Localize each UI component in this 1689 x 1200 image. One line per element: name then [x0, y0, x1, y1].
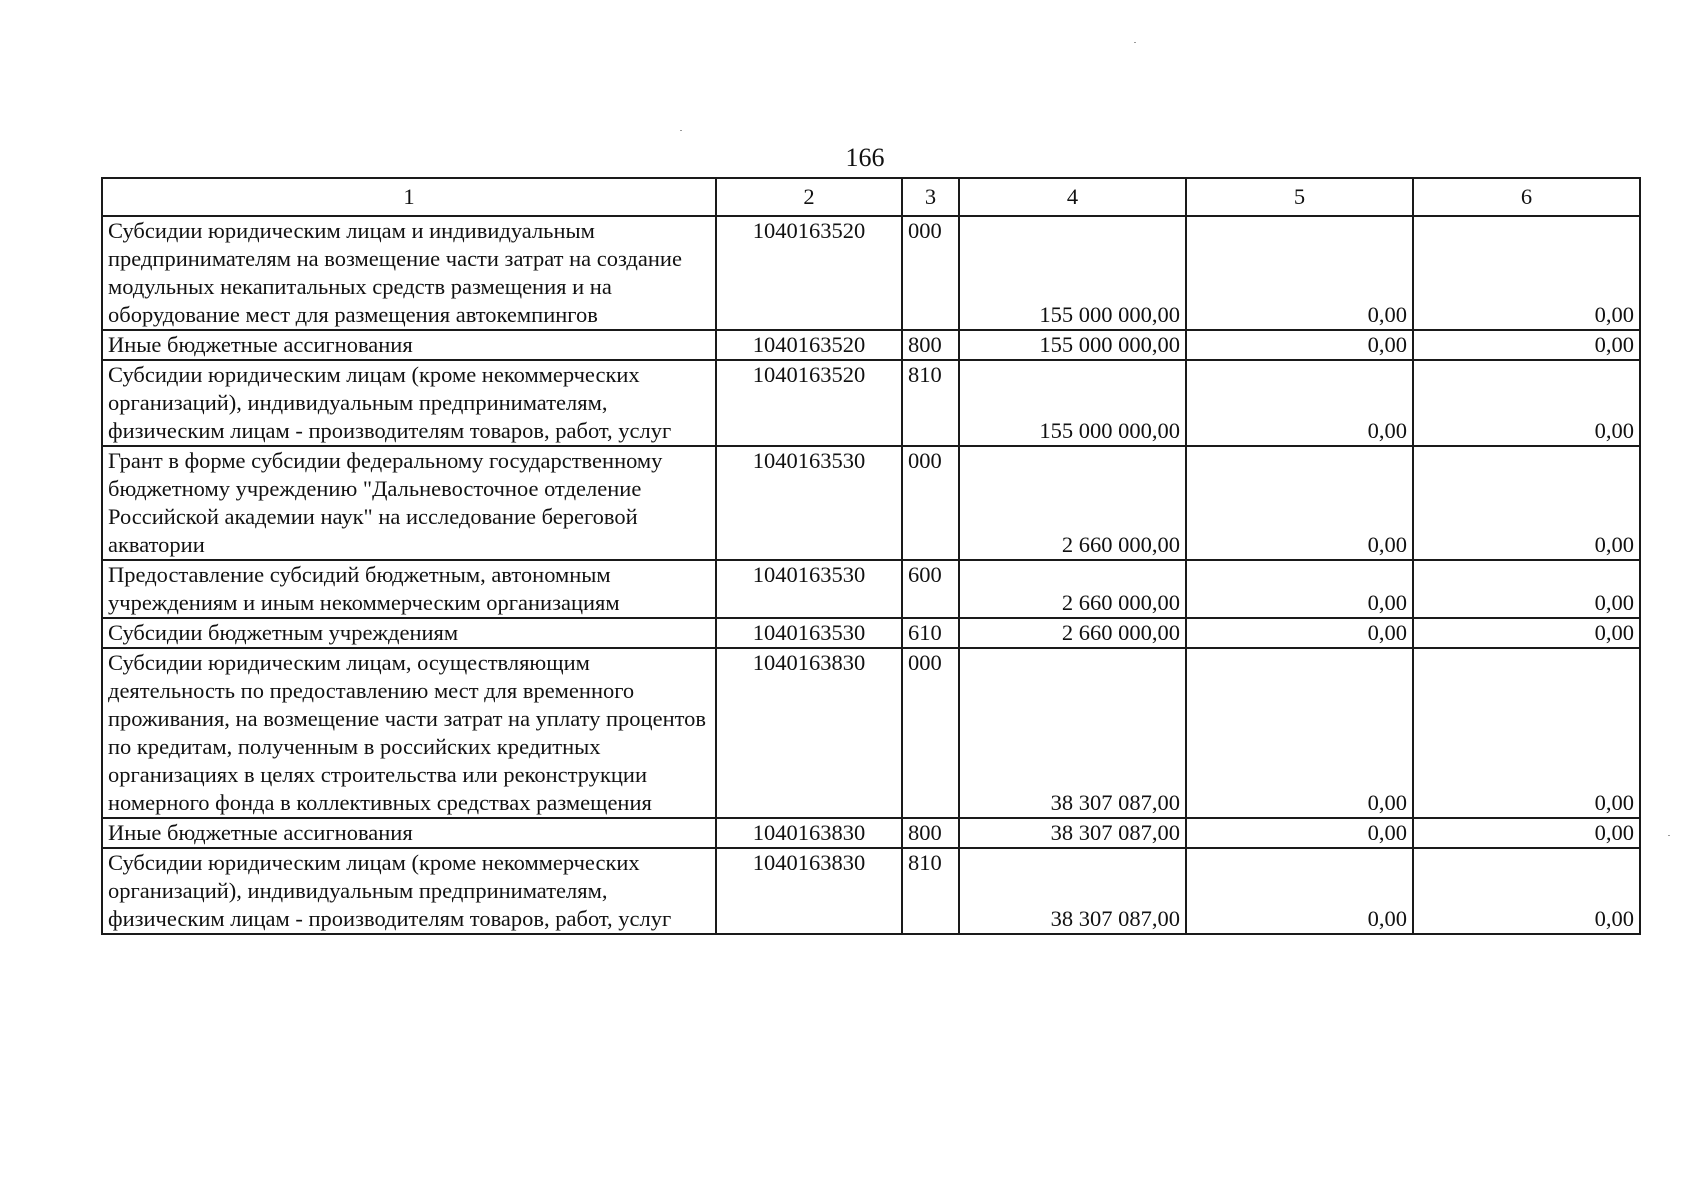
scan-artifact	[1134, 42, 1136, 43]
column-header-2: 2	[716, 178, 902, 216]
row-expense-type: 610	[902, 618, 959, 648]
row-sum-5: 0,00	[1186, 216, 1413, 330]
row-target-code: 1040163830	[716, 818, 902, 848]
page-number: 166	[845, 143, 885, 172]
row-name: Субсидии юридическим лицам (кроме некоммерческих организаций), индивидуальным предпринимателям, физическим лицам - производителям товаров, работ, услуг	[102, 360, 716, 446]
row-sum-4: 38 307 087,00	[959, 648, 1186, 818]
row-sum-4: 2 660 000,00	[959, 560, 1186, 618]
row-sum-4: 2 660 000,00	[959, 618, 1186, 648]
table-row	[102, 216, 1640, 330]
column-header-5: 5	[1186, 178, 1413, 216]
row-expense-type: 800	[902, 330, 959, 360]
column-header-1: 1	[102, 178, 716, 216]
scan-artifact	[1668, 835, 1670, 836]
row-sum-6: 0,00	[1413, 330, 1640, 360]
row-sum-5: 0,00	[1186, 848, 1413, 934]
row-name: Грант в форме субсидии федеральному государственному бюджетному учреждению "Дальневосточное отделение Российской академии наук" на исследование береговой акватории	[102, 446, 716, 560]
row-target-code: 1040163830	[716, 648, 902, 818]
row-expense-type: 810	[902, 848, 959, 934]
row-expense-type: 000	[902, 648, 959, 818]
row-target-code: 1040163520	[716, 216, 902, 330]
row-name: Субсидии юридическим лицам и индивидуальным предпринимателям на возмещение части затрат на создание модульных некапитальных средств размещения и на оборудование мест для размещения автокемпингов	[102, 216, 716, 330]
table-row	[102, 330, 1640, 360]
column-header-3: 3	[902, 178, 959, 216]
row-name: Иные бюджетные ассигнования	[102, 330, 716, 360]
row-sum-6: 0,00	[1413, 216, 1640, 330]
row-sum-5: 0,00	[1186, 818, 1413, 848]
row-target-code: 1040163520	[716, 360, 902, 446]
row-sum-6: 0,00	[1413, 618, 1640, 648]
row-target-code: 1040163830	[716, 848, 902, 934]
row-sum-4: 38 307 087,00	[959, 848, 1186, 934]
row-target-code: 1040163530	[716, 618, 902, 648]
row-sum-4: 38 307 087,00	[959, 818, 1186, 848]
table-row	[102, 560, 1640, 618]
scan-artifact	[680, 130, 682, 131]
row-expense-type: 600	[902, 560, 959, 618]
row-sum-5: 0,00	[1186, 648, 1413, 818]
table-row	[102, 618, 1640, 648]
row-sum-6: 0,00	[1413, 446, 1640, 560]
table-row	[102, 446, 1640, 560]
row-target-code: 1040163520	[716, 330, 902, 360]
row-sum-6: 0,00	[1413, 818, 1640, 848]
row-sum-5: 0,00	[1186, 446, 1413, 560]
row-target-code: 1040163530	[716, 446, 902, 560]
row-sum-6: 0,00	[1413, 360, 1640, 446]
row-target-code: 1040163530	[716, 560, 902, 618]
row-sum-4: 2 660 000,00	[959, 446, 1186, 560]
column-header-6: 6	[1413, 178, 1640, 216]
table-row	[102, 848, 1640, 934]
row-sum-6: 0,00	[1413, 648, 1640, 818]
row-expense-type: 810	[902, 360, 959, 446]
row-sum-5: 0,00	[1186, 618, 1413, 648]
column-header-4: 4	[959, 178, 1186, 216]
table-row	[102, 818, 1640, 848]
row-expense-type: 800	[902, 818, 959, 848]
row-sum-5: 0,00	[1186, 360, 1413, 446]
row-name: Субсидии юридическим лицам (кроме некоммерческих организаций), индивидуальным предпринимателям, физическим лицам - производителям товаров, работ, услуг	[102, 848, 716, 934]
row-sum-5: 0,00	[1186, 560, 1413, 618]
row-sum-4: 155 000 000,00	[959, 216, 1186, 330]
row-name: Субсидии юридическим лицам, осуществляющим деятельность по предоставлению мест для временного проживания, на возмещение части затрат на уплату процентов по кредитам, полученным в российских кредитных организациях в целях строительства или реконструкции номерного фонда в коллективных средствах размещения	[102, 648, 716, 818]
row-sum-6: 0,00	[1413, 848, 1640, 934]
table-row	[102, 360, 1640, 446]
row-sum-4: 155 000 000,00	[959, 330, 1186, 360]
row-name: Субсидии бюджетным учреждениям	[102, 618, 716, 648]
row-name: Предоставление субсидий бюджетным, автономным учреждениям и иным некоммерческим организациям	[102, 560, 716, 618]
row-expense-type: 000	[902, 216, 959, 330]
row-sum-5: 0,00	[1186, 330, 1413, 360]
header-row	[102, 178, 1640, 216]
table-row	[102, 648, 1640, 818]
row-expense-type: 000	[902, 446, 959, 560]
row-name: Иные бюджетные ассигнования	[102, 818, 716, 848]
row-sum-6: 0,00	[1413, 560, 1640, 618]
budget-table	[101, 177, 1641, 935]
row-sum-4: 155 000 000,00	[959, 360, 1186, 446]
